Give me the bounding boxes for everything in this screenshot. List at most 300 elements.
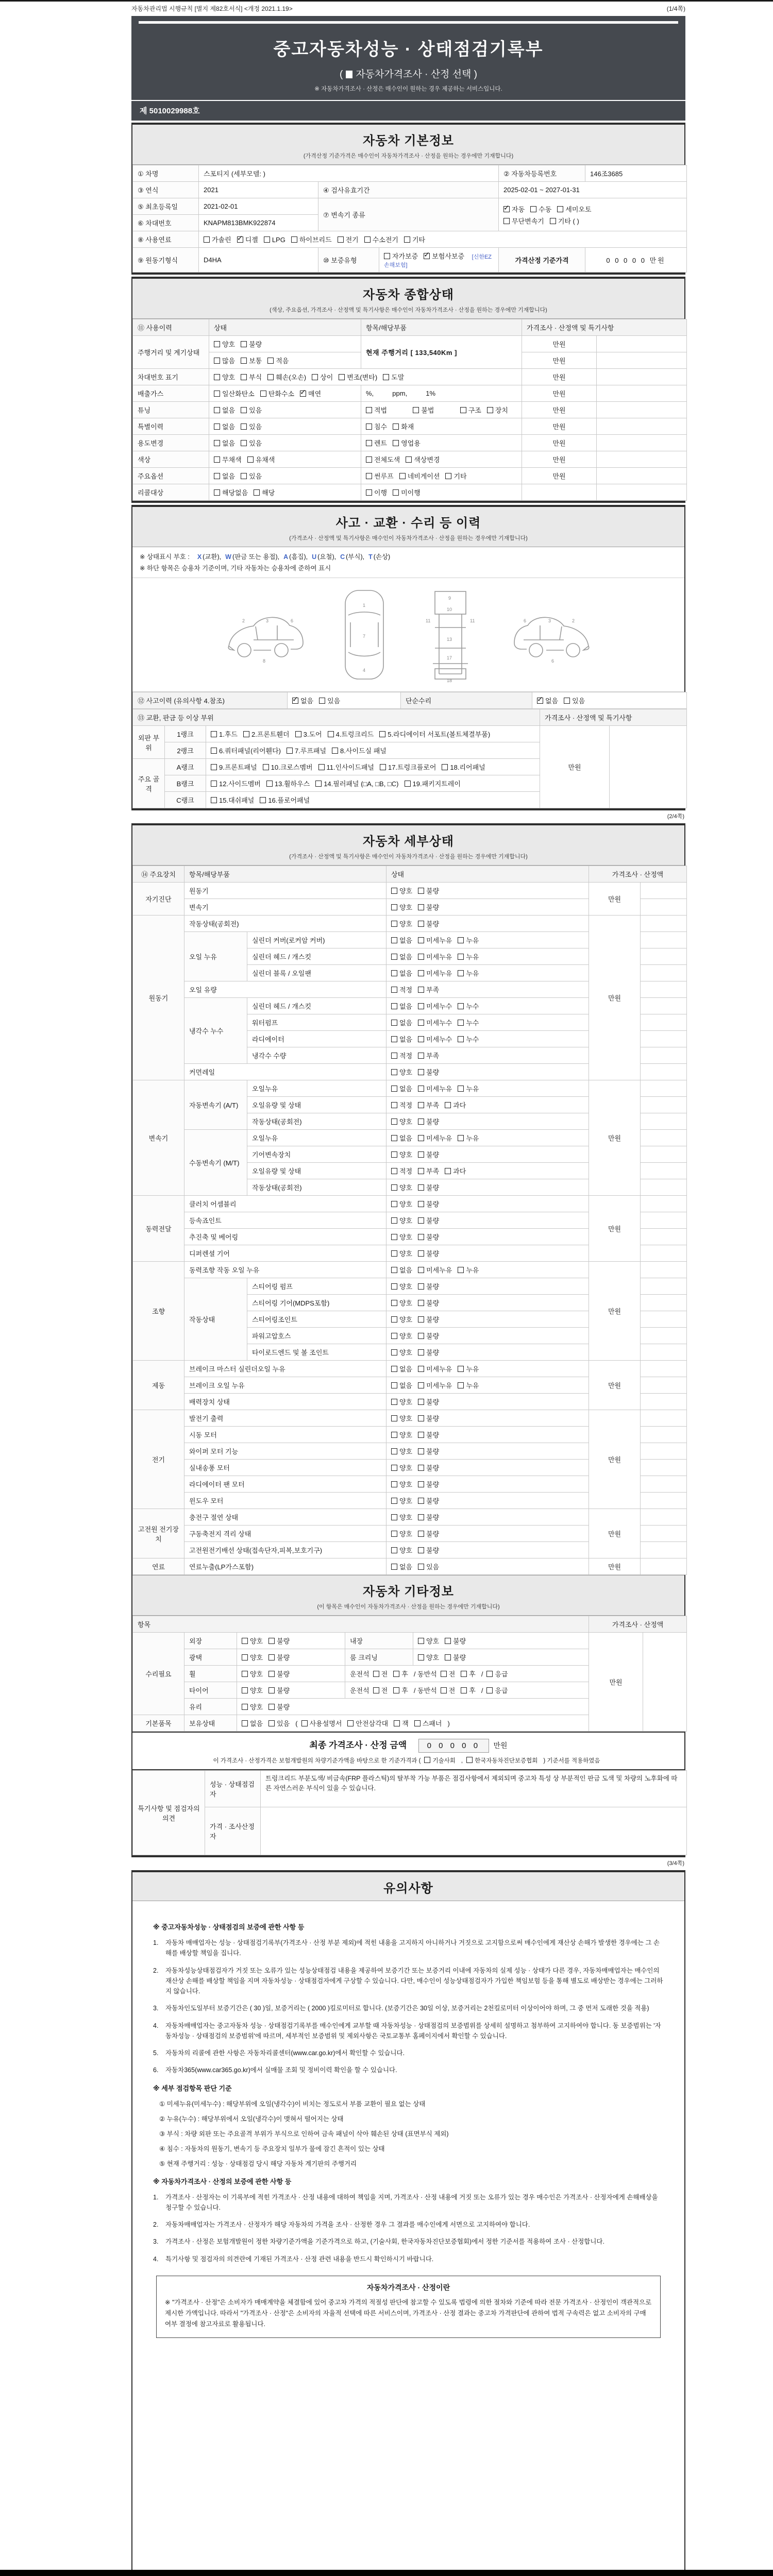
option xyxy=(418,1248,439,1258)
option-label: 없음 xyxy=(399,1266,413,1274)
option-label: 양호 xyxy=(222,341,236,348)
status-options xyxy=(386,1163,589,1179)
option-label: 부족 xyxy=(426,1052,440,1060)
option-label: 양호 xyxy=(399,1283,413,1291)
option xyxy=(418,1364,452,1374)
insurer-name: [신한EZ손해보험] xyxy=(384,254,492,268)
checkbox xyxy=(458,1036,464,1042)
status-options xyxy=(386,916,589,932)
notes-cell xyxy=(641,1460,687,1476)
option xyxy=(241,372,262,382)
option xyxy=(242,1702,263,1711)
field-label-first-reg: ⑤ 최초등록일 xyxy=(133,198,199,215)
notes-cell xyxy=(641,1493,687,1509)
option-label: 양호 xyxy=(399,904,413,911)
option-label: 있음 xyxy=(249,472,262,480)
option-label: 양호 xyxy=(399,1184,413,1192)
option xyxy=(211,745,281,755)
option-label: 미세누유 xyxy=(426,937,452,944)
option-label: 불량 xyxy=(277,1670,290,1678)
option-label: 적법 xyxy=(374,406,388,414)
exchange-parts-header: ⑬ 교환, 판금 등 이상 부위 xyxy=(133,709,540,726)
option-label: 양호 xyxy=(399,1530,413,1538)
checkbox xyxy=(366,440,372,446)
option xyxy=(418,1380,452,1390)
item-sub-label: 작동상태 xyxy=(184,1278,247,1361)
option-label: 도말 xyxy=(391,374,405,381)
option-label: 1.후드 xyxy=(219,731,238,738)
option-label: 12.사이드멤버 xyxy=(219,780,261,788)
checkbox xyxy=(391,1547,397,1553)
col-major-device: ⑭ 주요장치 xyxy=(133,866,184,883)
option xyxy=(366,487,387,497)
notes-cell xyxy=(610,726,687,808)
status-options xyxy=(386,932,589,948)
option xyxy=(267,372,306,382)
option xyxy=(204,234,231,244)
notice-item-text: 가격조사 · 산정은 보험개발원이 정한 차량기준가액을 기준가격으로 하고, (기술사회, 한국자동차진단보증협회)에서 정한 기준서를 적용하여 조사 · 산정합니다. xyxy=(165,2238,604,2246)
price-cell: 만원 xyxy=(589,1509,641,1558)
rank-part-options xyxy=(206,759,540,775)
option xyxy=(373,1669,388,1679)
rank-label: 1랭크 xyxy=(165,726,206,742)
checkbox xyxy=(268,1671,275,1677)
legend-desc: (판금 또는 용접), xyxy=(232,553,280,561)
notice-body xyxy=(132,1901,684,2355)
option xyxy=(214,487,248,497)
svg-text:18: 18 xyxy=(446,678,452,683)
option xyxy=(391,1100,412,1110)
option xyxy=(260,388,294,398)
checkbox xyxy=(366,456,372,463)
option-label: 화재 xyxy=(401,423,414,431)
option xyxy=(461,1669,476,1679)
svg-text:6: 6 xyxy=(290,618,293,623)
item-label: 오일유량 및 상태 xyxy=(247,1163,386,1179)
remarks-appraiser-label: 가격 · 조사산정자 xyxy=(205,1807,261,1855)
notice-item-text: 자동차365(www.car365.go.kr)에서 실매물 조회 및 정비이력 확인을 할 수 있습니다. xyxy=(165,2066,397,2074)
option xyxy=(391,1182,412,1192)
notes-cell xyxy=(641,1361,687,1377)
option-label: 해당없음 xyxy=(222,489,248,497)
option-label: 불량 xyxy=(426,1283,440,1291)
text: / 동반석 xyxy=(413,1687,437,1694)
table-row xyxy=(133,1558,687,1575)
fuel-options xyxy=(199,231,687,248)
option-label: 양호 xyxy=(399,1069,413,1076)
option-label: 11.인사이드패널 xyxy=(326,764,374,771)
option-label: 적정 xyxy=(399,1052,413,1060)
field-value-inspection-period: 2025-02-01 ~ 2027-01-31 xyxy=(499,182,687,198)
option-label: 없음 xyxy=(250,1720,263,1727)
legend-desc: (흠집), xyxy=(289,553,308,561)
option xyxy=(418,952,452,961)
option-label: 불량 xyxy=(426,1118,440,1126)
notes-cell xyxy=(641,1394,687,1410)
item-options xyxy=(366,454,517,464)
field-value-reg-no: 146조3685 xyxy=(585,165,687,182)
checkbox xyxy=(214,456,220,463)
option-label: 하이브리드 xyxy=(299,236,332,244)
option xyxy=(241,339,262,349)
checkbox xyxy=(242,1638,248,1644)
option xyxy=(391,935,412,945)
notes-cell xyxy=(641,981,687,998)
option-label: 양호 xyxy=(399,1151,413,1159)
option-label: 불량 xyxy=(277,1687,290,1694)
checkbox xyxy=(418,1531,424,1537)
final-price-unit: 만원 xyxy=(493,1741,508,1750)
text: ) 기준서를 적용하였음 xyxy=(543,1758,600,1764)
option-label: 불량 xyxy=(426,1481,440,1488)
col-usage-history: ⑪ 사용이력 xyxy=(133,319,209,336)
checkbox xyxy=(260,797,266,803)
status-options xyxy=(386,1427,589,1443)
option-label: 불량 xyxy=(426,1332,440,1340)
option xyxy=(418,919,439,928)
checkbox xyxy=(391,904,397,910)
option xyxy=(418,1331,439,1341)
option-label: 전 xyxy=(381,1687,388,1694)
checkbox xyxy=(418,1267,424,1273)
status-options xyxy=(386,948,589,965)
item-sub-label: 오일 누유 xyxy=(184,932,247,981)
option-label: 불량 xyxy=(426,1497,440,1505)
option xyxy=(211,795,254,805)
status-options xyxy=(386,1558,589,1575)
notes-cell xyxy=(641,1476,687,1493)
notes-cell xyxy=(597,402,687,418)
option-label: 양호 xyxy=(399,1118,413,1126)
checkbox xyxy=(418,1448,424,1454)
option xyxy=(318,762,374,772)
price-cell: 만원 xyxy=(589,916,641,1080)
option xyxy=(242,1652,263,1662)
notes-cell xyxy=(641,916,687,932)
notice-item xyxy=(153,2192,664,2213)
status-options xyxy=(386,1295,589,1311)
usage-label: 주행거리 및 계기상태 xyxy=(133,336,209,369)
remarks-table xyxy=(132,1770,687,1855)
notice-item-number: 1. xyxy=(153,2193,159,2201)
option-label: 없음 xyxy=(399,1019,413,1027)
status-options xyxy=(209,385,361,402)
option-label: 17.트렁크플로어 xyxy=(388,764,436,771)
price-cell: 만원 xyxy=(589,1410,641,1509)
checkbox xyxy=(391,954,397,960)
option-label: 후 xyxy=(469,1670,476,1678)
option xyxy=(211,762,257,772)
status-symbol-legend xyxy=(132,547,684,562)
notes-cell xyxy=(641,883,687,899)
notice-section xyxy=(131,1870,685,2576)
notice-item xyxy=(153,1965,664,1997)
item-sub-label: 냉각수 누수 xyxy=(184,998,247,1064)
checkbox xyxy=(404,236,410,243)
table-row xyxy=(133,1509,687,1526)
notes-cell xyxy=(641,1229,687,1245)
checkbox xyxy=(391,1283,397,1290)
option xyxy=(384,251,418,261)
option xyxy=(391,985,412,994)
checkbox xyxy=(418,1432,424,1438)
field-value-warranty-type xyxy=(379,248,499,273)
option-label: 스패너 xyxy=(422,1720,442,1727)
notes-cell xyxy=(597,369,687,385)
option xyxy=(391,1364,412,1374)
notes-cell xyxy=(641,948,687,965)
option xyxy=(301,1718,342,1728)
checkbox xyxy=(391,1118,397,1125)
notice-item xyxy=(153,1938,664,1959)
option-label: 9.프론트패널 xyxy=(219,764,257,771)
checkbox xyxy=(460,407,466,413)
notice-heading: ※ 중고자동차성능 · 상태점검의 보증에 관한 사항 등 xyxy=(153,1923,305,1931)
checkbox-checked xyxy=(292,698,298,704)
option xyxy=(391,1034,412,1044)
notes-cell xyxy=(641,1064,687,1080)
device-group-label: 원동기 xyxy=(133,916,184,1080)
option xyxy=(445,1166,466,1176)
text: 운전석 xyxy=(350,1670,369,1678)
option xyxy=(418,1050,439,1060)
option xyxy=(393,1685,408,1695)
checkbox xyxy=(214,440,220,446)
option-label: 18.리어패널 xyxy=(450,764,485,771)
exchange-price-header: 가격조사 · 산정액 및 특기사항 xyxy=(540,709,687,726)
price-cell: 만원 xyxy=(522,352,597,369)
checkbox xyxy=(364,236,371,243)
checkbox xyxy=(418,1382,424,1388)
checkbox xyxy=(418,1003,424,1009)
checkbox xyxy=(442,764,448,770)
checkbox xyxy=(267,374,274,380)
option xyxy=(418,1430,439,1439)
checkbox xyxy=(391,1366,397,1372)
checkbox xyxy=(391,1481,397,1487)
option-label: 누유 xyxy=(466,1382,479,1389)
notice-item xyxy=(153,2065,664,2075)
checkbox xyxy=(243,731,249,737)
status-options xyxy=(386,1311,589,1328)
item-cell xyxy=(361,402,522,418)
item-cell xyxy=(361,435,522,451)
checkbox xyxy=(242,1704,248,1710)
field-value-base-price: 0 0 0 0 0 만원 xyxy=(585,248,687,273)
option-label: 불량 xyxy=(426,1464,440,1472)
form-reference: 자동차관리법 시행규칙 [별지 제82호서식] <개정 2021.1.19> xyxy=(131,5,293,12)
option-label: 불량 xyxy=(426,1431,440,1439)
status-options xyxy=(209,468,361,484)
svg-text:10: 10 xyxy=(446,607,452,612)
checkbox xyxy=(366,407,372,413)
option-label: 미세누수 xyxy=(426,1036,452,1043)
option xyxy=(380,762,436,772)
checkbox xyxy=(445,1638,451,1644)
option-label: 불량 xyxy=(426,1200,440,1208)
col-item-part: 항목/해당부품 xyxy=(361,319,522,336)
option xyxy=(418,1265,452,1275)
status-options xyxy=(386,1113,589,1130)
price-cell: 만원 xyxy=(522,402,597,418)
option xyxy=(418,1652,439,1662)
checkbox xyxy=(418,1300,424,1306)
checkbox xyxy=(391,1053,397,1059)
detailed-condition-title: 자동차 세부상태 xyxy=(363,835,454,849)
checkbox xyxy=(315,781,322,787)
option xyxy=(418,1067,439,1077)
item-label: 동력조향 작동 오일 누유 xyxy=(184,1262,386,1278)
checkbox xyxy=(268,1704,275,1710)
checkbox xyxy=(242,1720,248,1726)
item-label: 실린더 헤드 / 개스킷 xyxy=(247,998,386,1014)
final-price-note xyxy=(136,1756,681,1765)
field-label-vin: ⑥ 차대번호 xyxy=(133,215,199,231)
option xyxy=(486,1685,508,1695)
option-label: 불량 xyxy=(426,1514,440,1521)
option xyxy=(263,762,313,772)
item-sub-label: 자동변속기 (A/T) xyxy=(184,1080,247,1130)
item-label: 충전구 절연 상태 xyxy=(184,1509,386,1526)
notes-cell xyxy=(641,1196,687,1212)
table-row xyxy=(133,336,687,352)
checkbox xyxy=(247,456,254,463)
document-number: 제 5010029988호 xyxy=(131,100,685,121)
checkbox xyxy=(461,1671,467,1677)
item-label: 실린더 블록 / 오일팬 xyxy=(247,965,386,981)
accident-history-section xyxy=(131,505,685,810)
option xyxy=(214,471,235,481)
status-options xyxy=(386,1031,589,1047)
option-label: 누유 xyxy=(466,953,479,961)
checkbox xyxy=(391,970,397,976)
notes-cell xyxy=(597,336,687,352)
item-options xyxy=(366,487,517,497)
option xyxy=(391,1215,412,1225)
item-label: 냉각수 수량 xyxy=(247,1047,386,1064)
option-label: 보통 xyxy=(249,357,262,365)
notes-cell xyxy=(597,418,687,435)
field-label-reg-no: ② 자동차등록번호 xyxy=(499,165,585,182)
price-cell: 만원 xyxy=(522,336,597,352)
option xyxy=(418,1463,439,1472)
checkbox xyxy=(391,1465,397,1471)
option-label: 네비게이션 xyxy=(407,472,440,480)
bottom-border-bar xyxy=(0,2570,773,2576)
checkbox xyxy=(391,1316,397,1323)
option-label: 불량 xyxy=(426,1316,440,1324)
notice-heading: ※ 세부 점검항목 판단 기준 xyxy=(153,2084,232,2092)
option-label: 기타 xyxy=(453,472,467,480)
page-marker-2: (2/4쪽) xyxy=(667,814,684,820)
checkbox xyxy=(486,1671,493,1677)
notice-item-number: 1. xyxy=(153,1939,159,1946)
option xyxy=(418,1133,452,1143)
option-label: 양호 xyxy=(399,1448,413,1455)
option xyxy=(214,372,235,382)
checkbox xyxy=(391,1168,397,1174)
option xyxy=(254,487,275,497)
status-options xyxy=(386,1278,589,1295)
checkbox xyxy=(458,1020,464,1026)
table-row xyxy=(133,1196,687,1212)
option-label: 10.크로스멤버 xyxy=(271,764,313,771)
table-row xyxy=(133,1633,687,1649)
masthead-note: ※ 자동차가격조사 · 산정은 매수인이 원하는 경우 제공하는 서비스입니다. xyxy=(314,86,502,92)
checkbox xyxy=(391,1564,397,1570)
option-label: 없음 xyxy=(399,1003,413,1010)
item-options xyxy=(366,438,517,448)
checkbox xyxy=(211,797,217,803)
checkbox xyxy=(418,1638,424,1644)
usage-label: 배출가스 xyxy=(133,385,209,402)
checkbox xyxy=(393,440,399,446)
checkbox xyxy=(393,1671,399,1677)
rank-part-options xyxy=(206,726,540,742)
checkbox xyxy=(214,341,220,347)
option xyxy=(268,1685,290,1695)
option xyxy=(339,372,377,382)
svg-text:6: 6 xyxy=(523,618,526,623)
item-label: 파워고압호스 xyxy=(247,1328,386,1344)
checkbox xyxy=(268,1720,275,1726)
item-cell xyxy=(361,468,522,484)
item-label: 오일누유 xyxy=(247,1080,386,1097)
status-options xyxy=(386,1097,589,1113)
option xyxy=(418,1347,439,1357)
usage-label: 주요옵션 xyxy=(133,468,209,484)
usage-label: 리콜대상 xyxy=(133,484,209,501)
field-label-engine-type: ⑨ 원동기형식 xyxy=(133,248,199,273)
option xyxy=(458,1034,479,1044)
option xyxy=(458,1364,479,1374)
checkbox xyxy=(391,1349,397,1355)
option xyxy=(564,696,585,705)
notes-cell xyxy=(597,468,687,484)
notes-cell xyxy=(641,1179,687,1196)
device-group-label: 제동 xyxy=(133,1361,184,1410)
notice-item-text: 자동차매매업자는 가격조사 · 산정자가 해당 자동차의 가격을 조사 · 산정한 경우 그 결과를 매수인에게 서면으로 고지하여야 합니다. xyxy=(165,2221,530,2228)
device-group-label: 동력전달 xyxy=(133,1196,184,1262)
item-label: 워터펌프 xyxy=(247,1014,386,1031)
table-row xyxy=(133,468,687,484)
remarks-appraiser-text xyxy=(261,1807,687,1855)
option-label: 미세누유 xyxy=(426,1134,452,1142)
table-row xyxy=(133,385,687,402)
option xyxy=(458,1265,479,1275)
checkbox xyxy=(211,731,217,737)
option xyxy=(418,1199,439,1209)
option xyxy=(418,1413,439,1423)
option xyxy=(418,1232,439,1242)
option-label: 없음 xyxy=(399,1134,413,1142)
checkbox xyxy=(318,764,325,770)
status-options xyxy=(386,899,589,916)
checkbox-checked xyxy=(237,236,243,243)
etc-group-label: 수리필요 xyxy=(133,1633,184,1715)
text: / xyxy=(481,1687,483,1694)
option-label: 누유 xyxy=(466,1266,479,1274)
option xyxy=(418,1529,439,1538)
option xyxy=(503,204,525,214)
checkbox xyxy=(211,748,217,754)
option xyxy=(530,204,551,214)
option-label: 이행 xyxy=(374,489,388,497)
option-label: 누유 xyxy=(466,1085,479,1093)
status-options xyxy=(209,352,361,369)
checkbox xyxy=(214,374,220,380)
option xyxy=(393,438,421,448)
